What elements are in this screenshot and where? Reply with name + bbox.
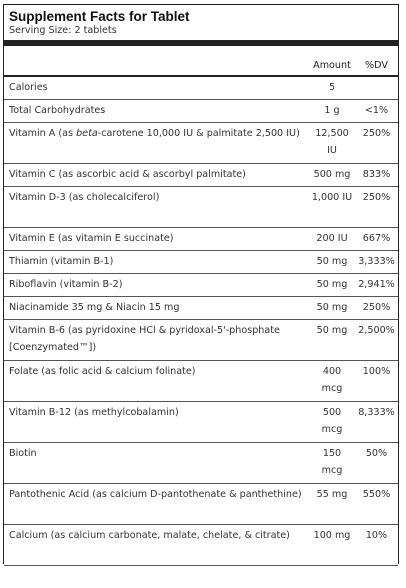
nutrient-dv: 250% [355,187,398,228]
nutrient-amount: 500 mg [309,164,355,187]
table-row [4,76,398,100]
nutrient-dv: 50% [355,443,398,484]
table-row [4,297,398,320]
nutrient-name: Total Carbohydrates [4,100,309,123]
nutrient-amount: 12,500 IU [309,123,355,164]
table-row [4,361,398,402]
nutrient-name: Thiamin (vitamin B-1) [4,251,309,274]
nutrient-name: Vitamin E (as vitamin E succinate) [4,228,309,251]
table-row [4,274,398,297]
nutrient-name: Calories [4,76,309,100]
nutrient-dv [355,566,398,588]
nutrient-name: Folate (as folic acid & calcium folinate) [4,361,309,402]
table-row [4,187,398,228]
table-row [4,251,398,274]
nutrient-name [4,123,309,164]
nutrient-dv: 250% [355,297,398,320]
table-row [4,320,398,361]
nutrient-name-italic: beta [76,128,98,139]
nutrient-dv: <1% [355,100,398,123]
nutrient-amount: 5 [309,76,355,100]
table-row [4,484,398,525]
nutrient-name: Riboflavin (vitamin B-2) [4,274,309,297]
panel-title: Supplement Facts for Tablet [4,5,398,24]
nutrient-dv: 2,500% [355,320,398,361]
nutrient-dv: 10% [355,525,398,566]
nutrient-dv: 8,333% [355,402,398,443]
nutrient-name: Vitamin D-3 (as cholecalciferol) [4,187,309,228]
nutrient-dv: 550% [355,484,398,525]
nutrient-name: Biotin [4,443,309,484]
nutrient-dv: 250% [355,123,398,164]
nutrient-name: Vitamin B-6 (as pyridoxine HCl & pyridoxal-5'-phosphate [Coenzymated™]) [4,320,309,361]
nutrient-amount: 150 mcg [309,443,355,484]
nutrient-dv: 833% [355,164,398,187]
nutrient-name: Pantothenic Acid (as calcium D-pantothenate & panthethine) [4,484,309,525]
table-row [4,566,398,588]
table-row [4,228,398,251]
nutrient-amount: 100 mg [309,525,355,566]
nutrient-dv: 3,333% [355,251,398,274]
nutrient-amount: 50 mg [309,320,355,361]
nutrient-name [4,566,309,588]
nutrient-name-suffix: -carotene 10,000 IU & palmitate 2,500 IU) [98,128,300,139]
header-amount: Amount [309,46,355,76]
nutrient-amount: 200 IU [309,228,355,251]
header-nutrient [4,46,309,76]
nutrient-amount: 50 mg [309,297,355,320]
nutrient-amount: 50 mg [309,251,355,274]
header-dv: %DV [355,46,398,76]
table-row [4,164,398,187]
nutrient-amount: 500 mcg [309,402,355,443]
nutrient-dv: 2,941% [355,274,398,297]
table-row [4,443,398,484]
nutrient-amount: 400 mcg [309,361,355,402]
nutrient-amount [309,566,355,588]
nutrient-amount: 1,000 IU [309,187,355,228]
nutrient-amount: 50 mg [309,274,355,297]
table-row [4,123,398,164]
nutrient-amount: 1 g [309,100,355,123]
nutrient-name: Vitamin B-12 (as methylcobalamin) [4,402,309,443]
nutrient-dv: 667% [355,228,398,251]
nutrient-dv: 100% [355,361,398,402]
serving-size: Serving Size: 2 tablets [4,24,398,37]
table-row [4,100,398,123]
nutrient-table [4,46,398,588]
nutrient-dv [355,76,398,100]
nutrient-name: Niacinamide 35 mg & Niacin 15 mg [4,297,309,320]
nutrient-name-prefix: Vitamin A (as [9,128,76,139]
supplement-facts-panel [3,4,399,564]
nutrient-amount: 55 mg [309,484,355,525]
table-header-row [4,46,398,76]
nutrient-name: Calcium (as calcium carbonate, malate, chelate, & citrate) [4,525,309,566]
table-row [4,402,398,443]
table-row [4,525,398,566]
nutrient-name: Vitamin C (as ascorbic acid & ascorbyl palmitate) [4,164,309,187]
